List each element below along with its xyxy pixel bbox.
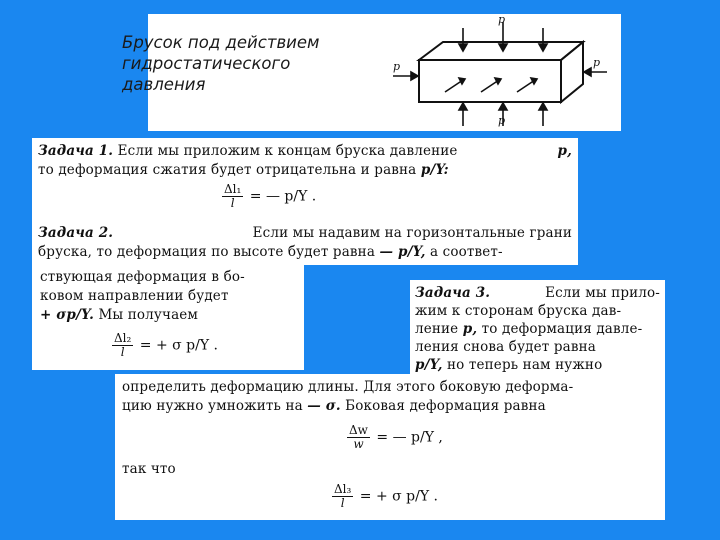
task3cont-eq1-rhs: = — p/Y , bbox=[376, 429, 443, 446]
task3cont-line-1: определить деформацию длины. Для этого боковую деформа- bbox=[122, 379, 574, 395]
task3-line3-tail: то деформация давле- bbox=[481, 321, 643, 337]
caption-line-2: гидростатического bbox=[122, 54, 291, 73]
task3cont-line-2 bbox=[122, 397, 546, 415]
task1-eq-rhs: = — p/Y . bbox=[249, 188, 317, 205]
task3cont-eq2-denominator: l bbox=[340, 496, 345, 510]
task2-line-4: ковом направлении будет bbox=[40, 288, 229, 304]
task3-line-2: жим к сторонам бруска дав- bbox=[415, 303, 622, 319]
task1-heading: Задача 1. bbox=[38, 143, 114, 159]
task1-eq-numerator: Δl₁ bbox=[224, 182, 242, 196]
task2-line-1 bbox=[38, 224, 572, 242]
task3-line5-text: но теперь нам нужно bbox=[447, 357, 603, 373]
task3-line3-symbol: p, bbox=[462, 321, 478, 337]
label-p-bottom: p bbox=[498, 114, 506, 127]
block-front-face bbox=[419, 60, 561, 102]
task2-line1-text: Если мы надавим на горизонтальные грани bbox=[252, 225, 572, 241]
label-p-top: p bbox=[498, 14, 506, 26]
task3-line-3 bbox=[415, 320, 642, 338]
task3cont-line2-symbol: — σ. bbox=[307, 398, 341, 414]
task2-line-5 bbox=[40, 306, 198, 324]
task3cont-line2-tail: Боковая деформация равна bbox=[345, 398, 546, 414]
task2-heading: Задача 2. bbox=[38, 225, 114, 241]
task2-line2-text: бруска, то деформация по высоте будет равна bbox=[38, 244, 376, 260]
task3cont-equation-2 bbox=[330, 483, 438, 510]
task3-line5-symbol: p/Y, bbox=[415, 357, 443, 373]
label-p-left: p bbox=[393, 60, 401, 73]
task2-line2-symbol: — p/Y, bbox=[379, 244, 426, 260]
task1-line-1 bbox=[38, 142, 572, 160]
task3-line-5 bbox=[415, 356, 602, 374]
block-pressure-diagram bbox=[385, 14, 621, 131]
task3cont-eq2-rhs: = + σ p/Y . bbox=[359, 488, 438, 505]
task3cont-eq1-numerator: Δw bbox=[349, 423, 368, 437]
task3cont-eq1-denominator: w bbox=[353, 437, 364, 451]
task1-line-2 bbox=[38, 161, 449, 179]
task2-eq-rhs: = + σ p/Y . bbox=[139, 337, 218, 354]
task3-heading: Задача 3. bbox=[415, 285, 491, 301]
task3-line3-text: ление bbox=[415, 321, 459, 337]
caption-line-1: Брусок под действием bbox=[122, 33, 320, 52]
task2-line2-tail: а соответ- bbox=[430, 244, 503, 260]
task2-line-3: ствующая деформация в бо- bbox=[40, 269, 245, 285]
task3cont-line2-text: цию нужно умножить на bbox=[122, 398, 303, 414]
task3cont-equation-1 bbox=[345, 424, 443, 451]
task3-line-1 bbox=[415, 284, 660, 302]
task2-eq-numerator: Δl₂ bbox=[114, 331, 132, 345]
task3cont-eq2-numerator: Δl₃ bbox=[334, 482, 352, 496]
task1-equation bbox=[220, 183, 316, 210]
task3-line-4: ления снова будет равна bbox=[415, 339, 596, 355]
task2-line5-symbol: + σp/Y. bbox=[40, 307, 94, 323]
label-p-right: p bbox=[593, 56, 601, 69]
task1-line2-symbol: p/Y: bbox=[420, 162, 449, 178]
task3cont-so: так что bbox=[122, 461, 176, 477]
task1-eq-denominator: l bbox=[230, 196, 235, 210]
task1-line1-text: Если мы приложим к концам бруска давление bbox=[117, 143, 458, 159]
task1-line2-text: то деформация сжатия будет отрицательна и равна bbox=[38, 162, 417, 178]
task2-line-2 bbox=[38, 243, 503, 261]
task3-line1-text: Если мы прило- bbox=[545, 285, 660, 301]
task1-line1-symbol: p, bbox=[557, 143, 572, 159]
task2-eq-denominator: l bbox=[120, 345, 125, 359]
task2-equation bbox=[110, 332, 218, 359]
task2-line5-text: Мы получаем bbox=[98, 307, 199, 323]
diagram-caption bbox=[122, 32, 362, 95]
caption-line-3: давления bbox=[122, 75, 206, 94]
block-side-face bbox=[561, 42, 583, 102]
